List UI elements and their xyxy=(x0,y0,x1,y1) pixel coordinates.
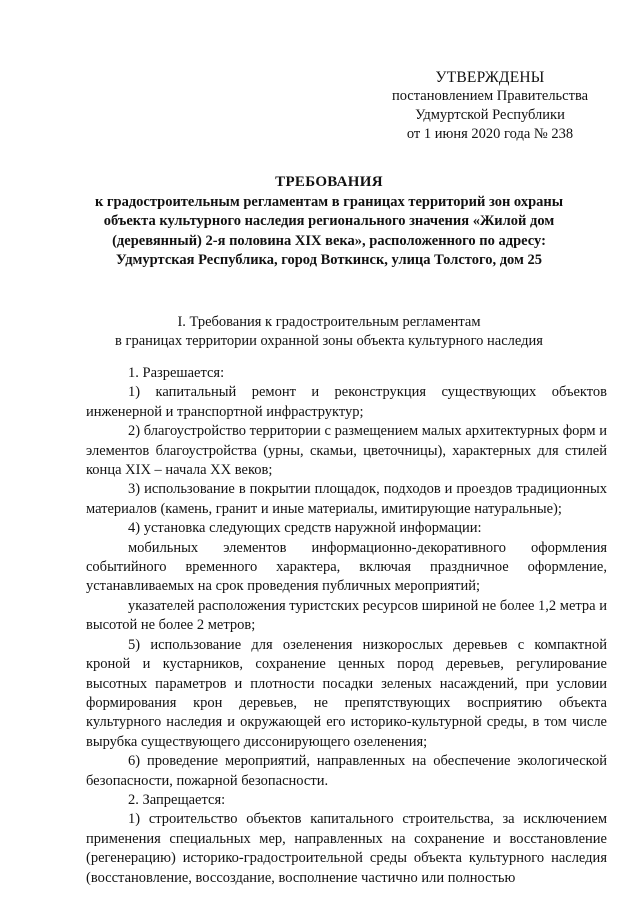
paragraph-item: 2) благоустройство территории с размещением малых архитектурных форм и элементов благоустройства (урны, скамьи, цветочницы), характерных для стилей конца XIX – начала XX веков; xyxy=(86,423,607,479)
paragraph-allowed-heading: 1. Разрешается: xyxy=(128,365,225,381)
document-body xyxy=(86,364,607,888)
approval-line-date: от 1 июня 2020 года № 238 xyxy=(406,126,574,142)
document-title-block xyxy=(92,173,566,271)
document-subtitle: к градостроительным регламентам в границах территорий зон охраны объекта культурного наследия регионального значения «Жилой дом (деревянный) 2-я половина XIX века», расположенного по адресу: Удмуртская Республика, город Воткинск, улица Толстого, дом 25 xyxy=(94,193,564,269)
paragraph-prohibited-heading: 2. Запрещается: xyxy=(128,791,226,808)
section-heading-line-2: в границах территории охранной зоны объекта культурного наследия xyxy=(115,333,543,349)
paragraph-subitem: мобильных элементов информационно-декоративного оформления событийного временного характера, включая праздничное оформление, устанавливаемых на срок проведения публичных мероприятий; xyxy=(86,539,607,595)
section-heading xyxy=(86,313,572,351)
paragraph-subitem: указателей расположения туристских ресурсов шириной не более 1,2 метра и высотой не более 2 метров; xyxy=(86,597,607,634)
paragraph-item: 6) проведение мероприятий, направленных на обеспечение экологической безопасности, пожарной безопасности. xyxy=(86,753,607,789)
document-title: ТРЕБОВАНИЯ xyxy=(275,174,383,190)
approval-title: УТВЕРЖДЕНЫ xyxy=(435,69,545,86)
paragraph-item: 1) строительство объектов капитального строительства, за исключением применения специальных мер, направленных на сохранение и восстановление (регенерацию) историко-градостроительной среды объекта культурного наследия (восстановление, воссоздание, восполнение частично или полностью xyxy=(86,811,607,886)
paragraph-item: 1) капитальный ремонт и реконструкция существующих объектов инженерной и транспортной инфраструктур; xyxy=(86,384,607,420)
approval-line-region: Удмуртской Республики xyxy=(415,107,565,123)
paragraph-item: 4) установка следующих средств наружной информации: xyxy=(128,520,482,537)
paragraph-item: 3) использование в покрытии площадок, подходов и проездов традиционных материалов (камень, гранит и иные материалы, имитирующие натуральные); xyxy=(86,481,607,517)
paragraph-item: 5) использование для озеленения низкорослых деревьев с компактной кроной и кустарников, сохранение ценных пород деревьев, регулирование высотных параметров и плотности посадки зеленых насаждений, при условии формирования крон деревьев, не препятствующих восприятию объекта культурного наследия и окружающей его историко-культурной среды, в том числе вырубка существующего диссонирующего озеленения; xyxy=(86,636,607,750)
section-heading-line-1: I. Требования к градостроительным регламентам xyxy=(177,314,481,330)
approval-stamp-block xyxy=(370,68,610,144)
approval-line-decree: постановлением Правительства xyxy=(391,88,589,104)
